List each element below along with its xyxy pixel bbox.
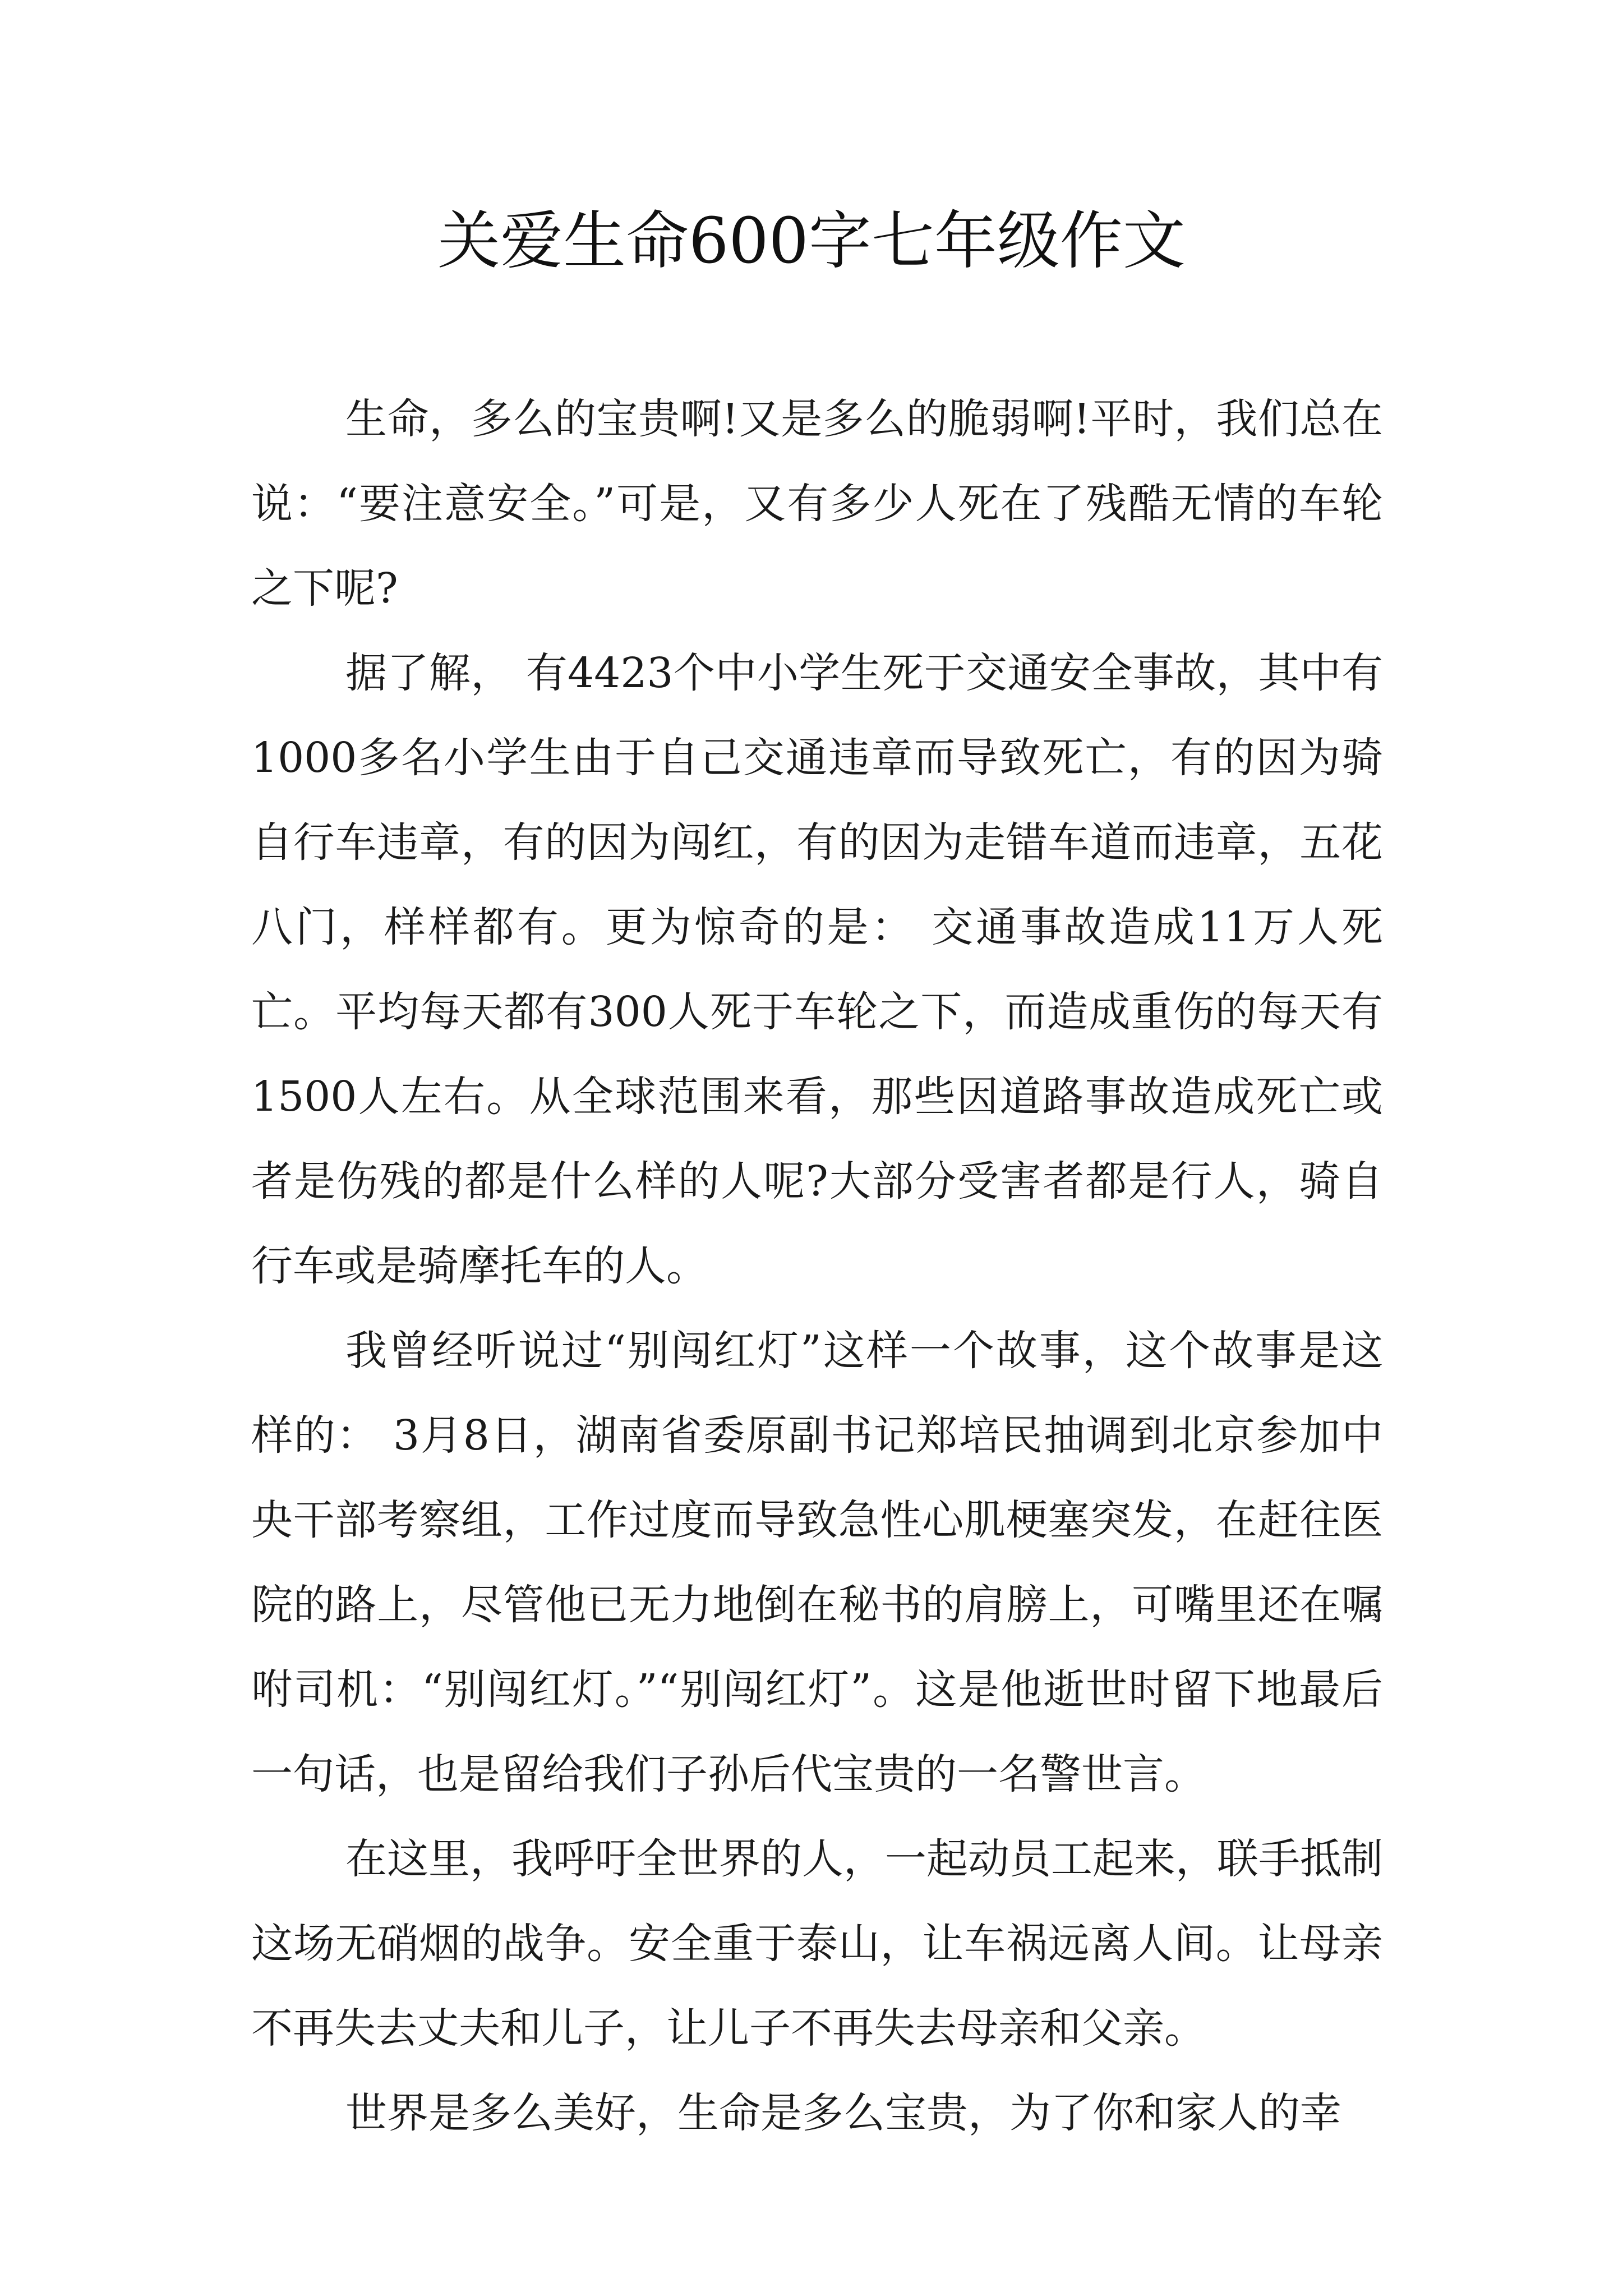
paragraph: 生命，多么的宝贵啊!又是多么的脆弱啊!平时，我们总在说：“要注意安全。”可是，又有多少人死在了残酷无情的车轮之下呢? <box>251 395 1383 613</box>
paragraph: 世界是多么美好，生命是多么宝贵，为了你和家人的幸 <box>345 2089 1341 2137</box>
paragraph: 据了解， 有4423个中小学生死于交通安全事故，其中有1000多名小学生由于自己交通违章而导致死亡，有的因为骑自行车违章，有的因为闯红，有的因为走错车道而违章，五花八门，样样都有。更为惊奇的是： 交通事故造成11万人死亡。平均每天都有300人死于车轮之下，而造成重伤的每天有1500人左右。从全球范围来看，那些因道路事故造成死亡或者是伤残的都是什么样的人呢?大部分受害者都是行人，骑自行车或是骑摩托车的人。 <box>251 649 1383 1290</box>
document-title: 关爱生命600字七年级作文 <box>437 205 1186 278</box>
document-body <box>251 377 1383 2156</box>
paragraph: 在这里，我呼吁全世界的人，一起动员工起来，联手抵制这场无硝烟的战争。安全重于泰山，让车祸远离人间。让母亲不再失去丈夫和儿子，让儿子不再失去母亲和父亲。 <box>251 1835 1383 2053</box>
paragraph: 我曾经听说过“别闯红灯”这样一个故事，这个故事是这样的： 3月8日，湖南省委原副书记郑培民抽调到北京参加中央干部考察组，工作过度而导致急性心肌梗塞突发，在赶往医院的路上，尽管他已无力地倒在秘书的肩膀上，可嘴里还在嘱咐司机：“别闯红灯。”“别闯红灯”。这是他逝世时留下地最后一句话，也是留给我们子孙后代宝贵的一名警世言。 <box>251 1327 1383 1798</box>
